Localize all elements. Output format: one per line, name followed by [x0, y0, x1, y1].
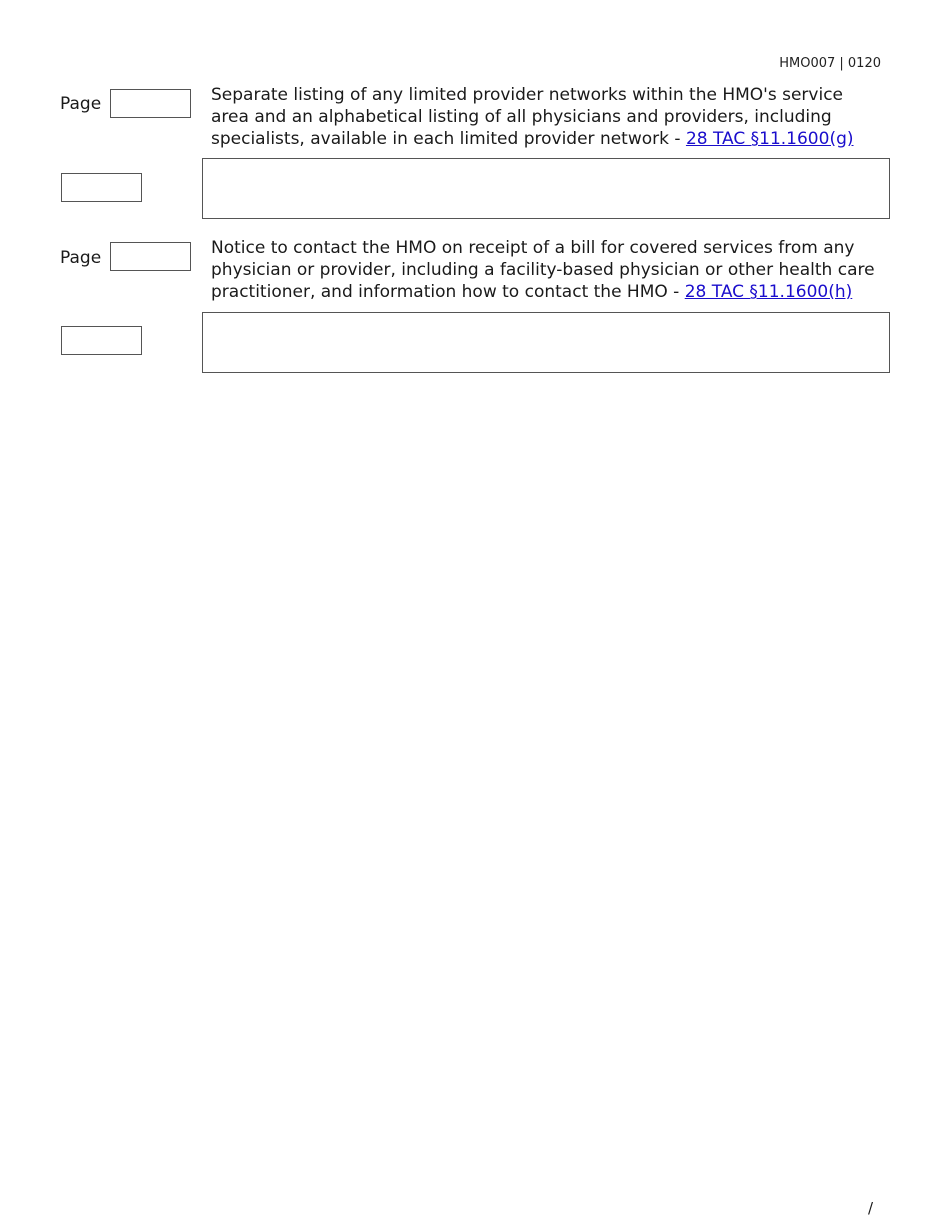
page-label: Page: [60, 248, 102, 268]
item-description: [211, 237, 886, 303]
location-field[interactable]: [61, 173, 142, 202]
rule-link[interactable]: 28 TAC §11.1600(g): [685, 129, 854, 149]
item-description: [211, 84, 886, 150]
page-number: /: [867, 1199, 873, 1217]
page-number-field[interactable]: [110, 242, 191, 271]
comment-field[interactable]: [202, 312, 890, 373]
location-field[interactable]: [61, 326, 142, 355]
description-text: Notice to contact the HMO on receipt of a bill for covered services from any physician or provider, including a facility-based physician or other health care practitioner, and information how to contact the HMO -: [211, 238, 875, 302]
page-label: Page: [60, 94, 102, 114]
page-number-field[interactable]: [110, 89, 191, 118]
description-text: Separate listing of any limited provider networks within the HMO's service area and an alphabetical listing of all physicians and providers, including specialists, available in each limited provider network -: [211, 85, 844, 149]
form-code: HMO007 | 0120: [779, 56, 881, 71]
comment-field[interactable]: [202, 158, 890, 219]
rule-link[interactable]: 28 TAC §11.1600(h): [684, 282, 853, 302]
